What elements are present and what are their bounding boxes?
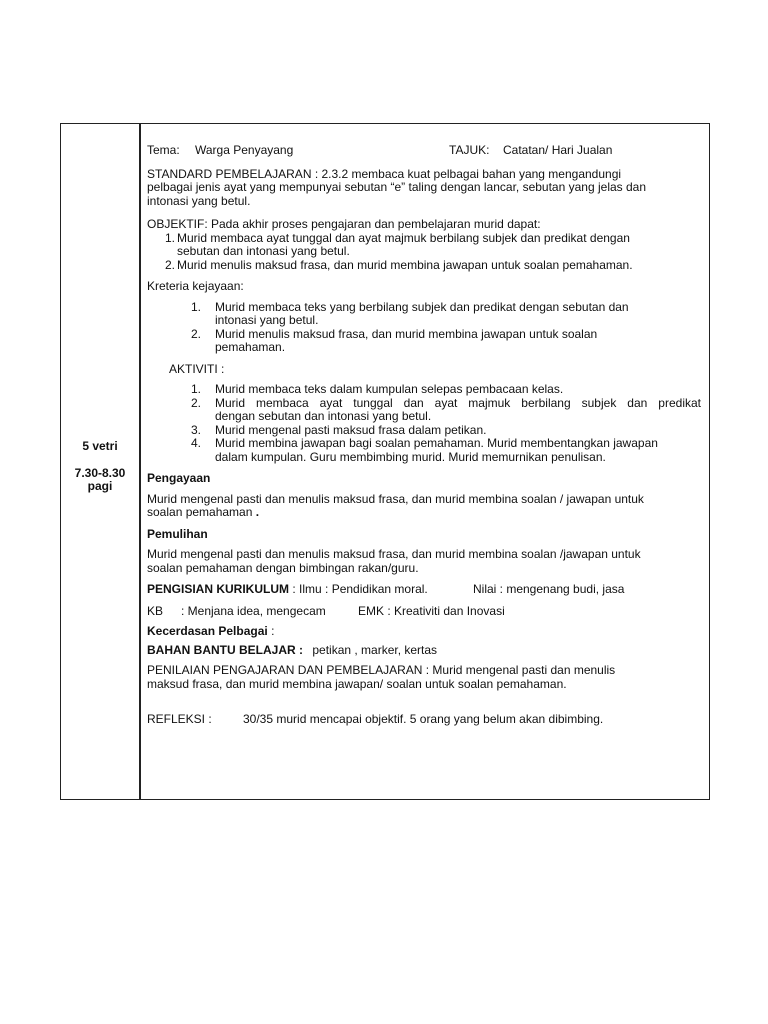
lesson-date: 5 vetri — [82, 439, 118, 453]
tema-value: Warga Penyayang — [195, 143, 294, 157]
pengayaan-section — [147, 472, 701, 520]
kecerdasan-row — [147, 625, 701, 639]
list-item: 1. Murid membaca ayat tunggal dan ayat majmuk berbilang subjek dan predikat dengan sebutan dan intonasi yang betul. — [165, 230, 630, 258]
emk-value: EMK : Kreativiti dan Inovasi — [358, 604, 505, 618]
lesson-time — [61, 467, 139, 493]
aktiviti-title: AKTIVITI : — [169, 361, 225, 376]
pengayaan-line2: soalan pemahaman . — [147, 505, 260, 519]
list-item: 2. Murid menulis maksud frasa, dan murid membina jawapan untuk soalan pemahaman. — [165, 257, 633, 272]
list-item: 3. Murid mengenal pasti maksud frasa dalam petikan. — [191, 422, 487, 437]
pengayaan-title: Pengayaan — [147, 471, 211, 485]
kriteria-section — [147, 280, 701, 355]
list-item: 1. Murid membaca teks dalam kumpulan selepas pembacaan kelas. — [191, 382, 564, 396]
standard-line2: pelbagai jenis ayat yang mempunyai sebutan “e” taling dengan lancar, sebutan yang jelas dan — [147, 180, 647, 194]
aktiviti-section — [147, 363, 701, 465]
lesson-time-line1: 7.30-8.30 — [74, 466, 126, 480]
kriteria-list — [147, 301, 701, 355]
pemulihan-title: Pemulihan — [147, 526, 208, 541]
date-time-column — [61, 124, 141, 799]
pengisian-nilai: Nilai : mengenang budi, jasa — [473, 582, 625, 596]
bahan-label: BAHAN BANTU BELAJAR : — [147, 642, 303, 657]
objektif-list — [147, 232, 701, 273]
penilaian-line1: PENILAIAN PENGAJARAN DAN PEMBELAJARAN : Murid mengenal pasti dan menulis — [147, 663, 616, 677]
pemulihan-section — [147, 528, 701, 576]
aktiviti-list — [147, 383, 701, 464]
list-item: 2. Murid menulis maksud frasa, dan murid membina jawapan untuk soalan pemahaman. — [191, 326, 598, 354]
tema-row — [147, 144, 701, 158]
kb-emk-row — [147, 605, 701, 620]
kecerdasan-value: : — [267, 624, 275, 638]
pengisian-kurikulum — [147, 583, 701, 598]
refleksi-label: REFLEKSI : — [147, 712, 212, 726]
penilaian-line2: maksud frasa, dan murid membina jawapan/ soalan untuk soalan pemahaman. — [147, 676, 567, 691]
kb-label: KB — [147, 604, 164, 618]
standard-pembelajaran — [147, 168, 701, 209]
refleksi-row — [147, 713, 701, 728]
pengisian-label: PENGISIAN KURIKULUM — [147, 582, 290, 596]
bahan-value: petikan , marker, kertas — [312, 642, 438, 657]
objektif-intro: OBJEKTIF: Pada akhir proses pengajaran dan pembelajaran murid dapat: — [147, 217, 541, 231]
tema-label: Tema: — [147, 143, 180, 157]
refleksi-value: 30/35 murid mencapai objektif. 5 orang yang belum akan dibimbing. — [243, 712, 604, 726]
lesson-time-line2: pagi — [87, 479, 113, 493]
kriteria-title: Kreteria kejayaan: — [147, 279, 244, 293]
pemulihan-line2: soalan pemahaman dengan bimbingan rakan/guru. — [147, 560, 419, 575]
pengayaan-line1: Murid mengenal pasti dan menulis maksud frasa, dan murid membina soalan / jawapan untuk — [147, 491, 644, 506]
penilaian-section — [147, 664, 701, 691]
kb-value: : Menjana idea, mengecam — [181, 604, 326, 618]
standard-line3: intonasi yang betul. — [147, 193, 251, 208]
pemulihan-line1: Murid mengenal pasti dan menulis maksud frasa, dan murid membina soalan /jawapan untuk — [147, 547, 641, 561]
lesson-content — [147, 144, 701, 728]
kecerdasan-label: Kecerdasan Pelbagai — [147, 624, 268, 638]
tajuk-value: Catatan/ Hari Jualan — [503, 143, 613, 157]
list-item: 4. Murid membina jawapan bagi soalan pemahaman. Murid membentangkan jawapan dalam kumpulan. Guru membimbing murid. Murid memurnikan penulisan. — [191, 436, 658, 464]
lesson-plan-table — [60, 123, 710, 800]
list-item: 2. Murid membaca ayat tunggal dan ayat majmuk berbilang subjek dan predikat dengan sebutan dan intonasi yang betul. — [191, 395, 701, 423]
bahan-row — [147, 644, 701, 658]
standard-line1: STANDARD PEMBELAJARAN : 2.3.2 membaca kuat pelbagai bahan yang mengandungi — [147, 166, 622, 181]
pengisian-ilmu: : Ilmu : Pendidikan moral. — [289, 582, 428, 596]
tajuk-label: TAJUK: — [449, 143, 490, 157]
objektif-section — [147, 218, 701, 272]
list-item: 1. Murid membaca teks yang berbilang subjek dan predikat dengan sebutan dan intonasi yang betul. — [191, 299, 629, 327]
